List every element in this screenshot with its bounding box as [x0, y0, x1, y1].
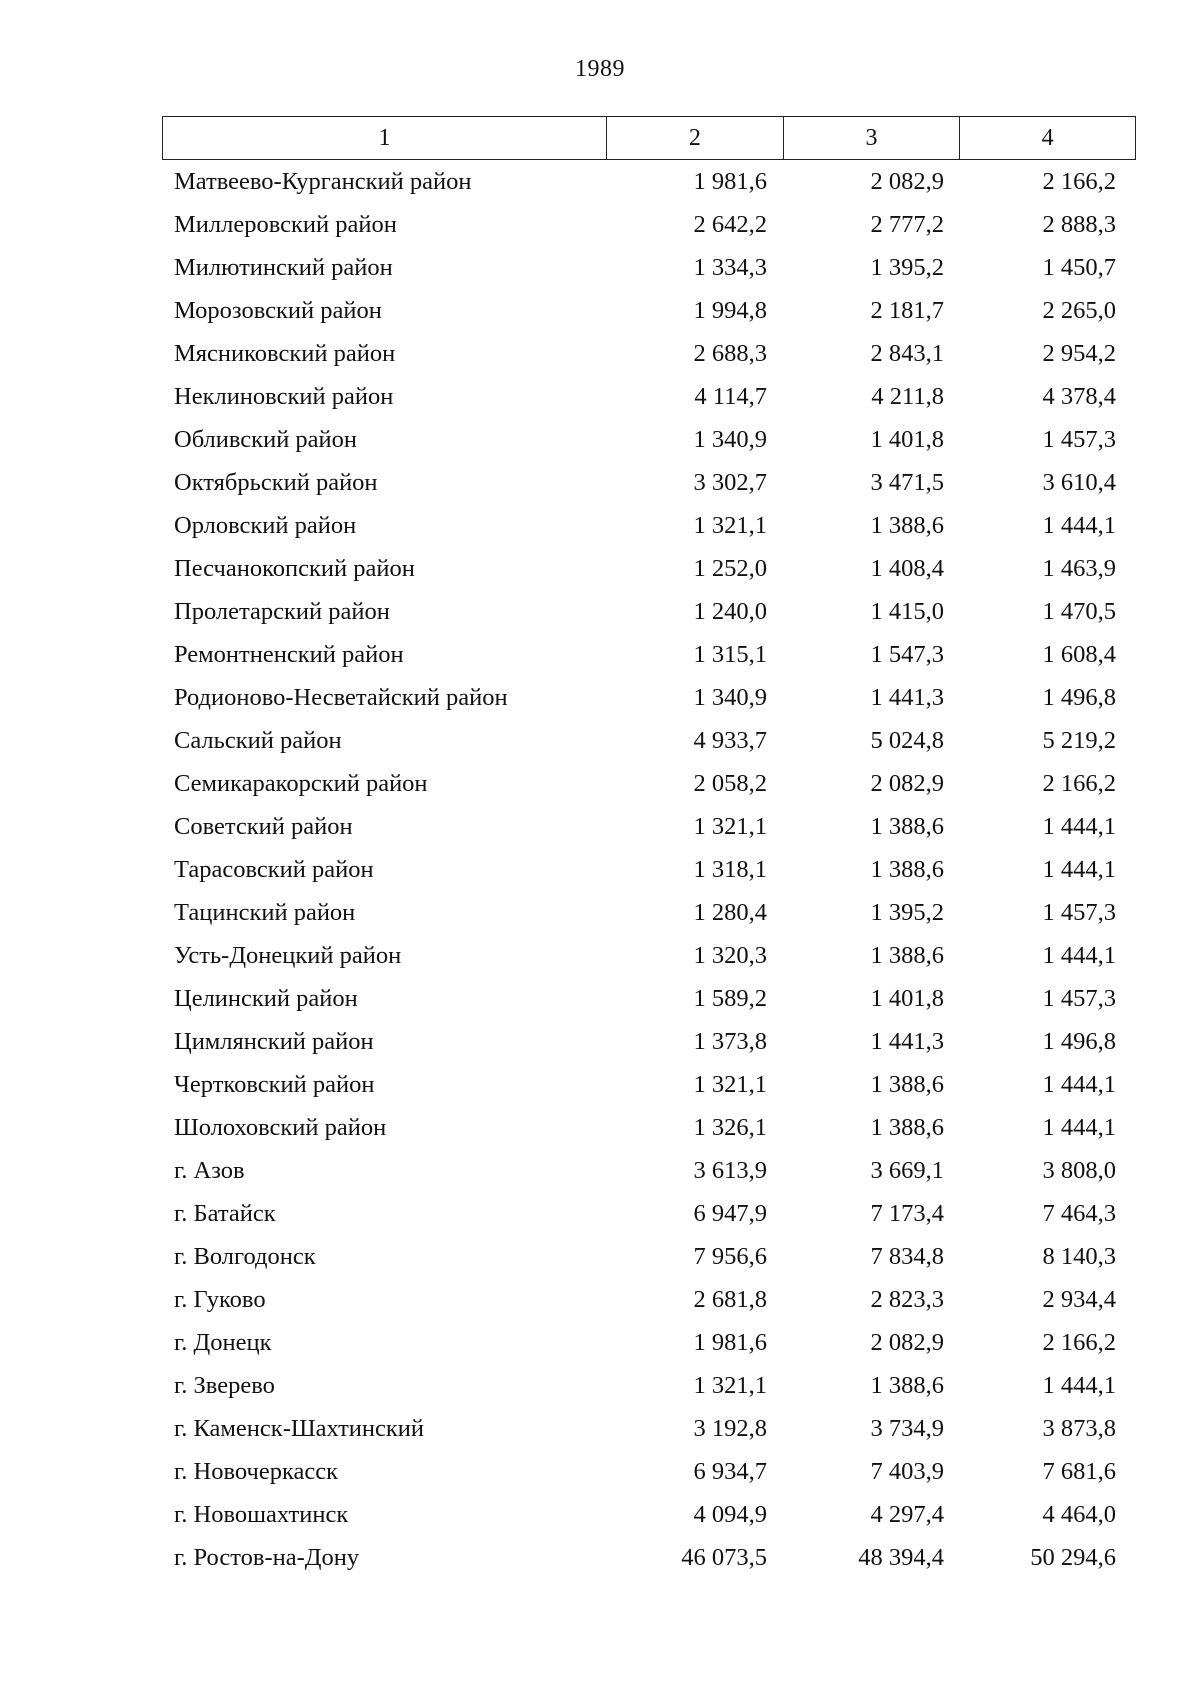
row-value-col4: 5 219,2: [1042, 726, 1116, 754]
row-value-col3: 1 395,2: [870, 253, 944, 281]
row-name-cell: Морозовский район: [174, 296, 382, 324]
row-value-col2: 46 073,5: [681, 1543, 767, 1571]
table-row: [162, 1063, 1136, 1106]
row-value-col3: 1 401,8: [870, 425, 944, 453]
row-name-cell: Чертковский район: [174, 1070, 375, 1098]
table-row: [162, 1020, 1136, 1063]
row-value-col4: 1 444,1: [1042, 855, 1116, 883]
row-value-col4: 1 444,1: [1042, 511, 1116, 539]
row-name-cell: Октябрьский район: [174, 468, 378, 496]
row-value-col2: 3 302,7: [693, 468, 767, 496]
row-value-col2: 1 318,1: [693, 855, 767, 883]
table-row: [162, 1407, 1136, 1450]
row-value-col2: 4 114,7: [694, 382, 767, 410]
row-name-cell: Цимлянский район: [174, 1027, 374, 1055]
row-value-col4: 2 166,2: [1042, 1328, 1116, 1356]
row-value-col2: 2 642,2: [693, 210, 767, 238]
row-value-col2: 3 613,9: [693, 1156, 767, 1184]
row-value-col4: 2 265,0: [1042, 296, 1116, 324]
row-value-col4: 1 463,9: [1042, 554, 1116, 582]
row-name-cell: г. Каменск-Шахтинский: [174, 1414, 425, 1442]
row-value-col4: 7 464,3: [1042, 1199, 1116, 1227]
row-value-col4: 1 496,8: [1042, 1027, 1116, 1055]
table-row: [162, 375, 1136, 418]
row-value-col3: 4 211,8: [871, 382, 944, 410]
row-value-col4: 3 873,8: [1042, 1414, 1116, 1442]
row-value-col2: 1 994,8: [693, 296, 767, 324]
row-value-col3: 2 777,2: [870, 210, 944, 238]
row-name-cell: г. Новошахтинск: [174, 1500, 349, 1528]
row-value-col4: 1 444,1: [1042, 1070, 1116, 1098]
row-value-col4: 4 378,4: [1042, 382, 1116, 410]
row-value-col3: 1 401,8: [870, 984, 944, 1012]
row-name-cell: Пролетарский район: [174, 597, 390, 625]
row-value-col4: 2 954,2: [1042, 339, 1116, 367]
table-body: [162, 160, 1136, 1579]
row-name-cell: г. Ростов-на-Дону: [174, 1543, 360, 1571]
row-name-cell: Семикаракорский район: [174, 769, 428, 797]
row-value-col2: 6 947,9: [693, 1199, 767, 1227]
row-value-col2: 7 956,6: [693, 1242, 767, 1270]
row-value-col3: 1 408,4: [870, 554, 944, 582]
row-value-col2: 1 340,9: [693, 683, 767, 711]
row-value-col2: 1 981,6: [693, 167, 767, 195]
row-value-col4: 1 444,1: [1042, 1371, 1116, 1399]
row-name-cell: Шолоховский район: [174, 1113, 387, 1141]
table-row: [162, 1192, 1136, 1235]
row-value-col4: 2 888,3: [1042, 210, 1116, 238]
row-value-col3: 4 297,4: [870, 1500, 944, 1528]
row-name-cell: Мясниковский район: [174, 339, 396, 367]
row-value-col3: 2 843,1: [870, 339, 944, 367]
row-value-col4: 3 808,0: [1042, 1156, 1116, 1184]
row-value-col3: 2 082,9: [870, 769, 944, 797]
row-name-cell: Тацинский район: [174, 898, 356, 926]
row-value-col2: 1 315,1: [693, 640, 767, 668]
row-value-col3: 1 388,6: [870, 511, 944, 539]
row-value-col3: 1 441,3: [870, 683, 944, 711]
table-row: [162, 1493, 1136, 1536]
row-value-col3: 2 082,9: [870, 1328, 944, 1356]
row-value-col3: 2 823,3: [870, 1285, 944, 1313]
row-value-col4: 50 294,6: [1030, 1543, 1116, 1571]
row-value-col3: 1 441,3: [870, 1027, 944, 1055]
row-value-col2: 2 058,2: [693, 769, 767, 797]
row-value-col2: 4 094,9: [693, 1500, 767, 1528]
row-name-cell: Неклиновский район: [174, 382, 394, 410]
row-name-cell: г. Донецк: [174, 1328, 272, 1356]
table-row: [162, 332, 1136, 375]
row-value-col4: 1 444,1: [1042, 1113, 1116, 1141]
row-value-col2: 6 934,7: [693, 1457, 767, 1485]
row-value-col4: 3 610,4: [1042, 468, 1116, 496]
row-value-col2: 1 321,1: [693, 812, 767, 840]
table-row: [162, 848, 1136, 891]
table-row: [162, 891, 1136, 934]
table-row: [162, 1321, 1136, 1364]
table-row: [162, 418, 1136, 461]
row-name-cell: г. Батайск: [174, 1199, 276, 1227]
row-value-col4: 1 444,1: [1042, 812, 1116, 840]
row-value-col2: 1 280,4: [693, 898, 767, 926]
row-value-col4: 8 140,3: [1042, 1242, 1116, 1270]
row-name-cell: Обливский район: [174, 425, 358, 453]
row-value-col2: 4 933,7: [693, 726, 767, 754]
table-header-row: [162, 116, 1136, 160]
row-value-col4: 1 450,7: [1042, 253, 1116, 281]
row-value-col4: 2 166,2: [1042, 769, 1116, 797]
row-value-col2: 3 192,8: [693, 1414, 767, 1442]
table-row: [162, 934, 1136, 977]
row-name-cell: Ремонтненский район: [174, 640, 404, 668]
row-value-col3: 2 181,7: [870, 296, 944, 324]
row-value-col3: 7 403,9: [870, 1457, 944, 1485]
column-header-4: 4: [959, 117, 1135, 159]
row-value-col3: 5 024,8: [870, 726, 944, 754]
row-name-cell: Тарасовский район: [174, 855, 374, 883]
table-row: [162, 1536, 1136, 1579]
row-value-col2: 2 681,8: [693, 1285, 767, 1313]
row-name-cell: г. Волгодонск: [174, 1242, 316, 1270]
row-value-col3: 1 388,6: [870, 941, 944, 969]
row-value-col3: 7 173,4: [870, 1199, 944, 1227]
row-name-cell: Сальский район: [174, 726, 342, 754]
row-value-col3: 1 388,6: [870, 855, 944, 883]
row-value-col2: 1 981,6: [693, 1328, 767, 1356]
table-row: [162, 805, 1136, 848]
table-row: [162, 1106, 1136, 1149]
row-value-col4: 1 457,3: [1042, 984, 1116, 1012]
page-number: 1989: [575, 56, 625, 82]
row-name-cell: Целинский район: [174, 984, 358, 1012]
table-row: [162, 246, 1136, 289]
row-value-col4: 1 457,3: [1042, 898, 1116, 926]
row-value-col4: 1 496,8: [1042, 683, 1116, 711]
table-row: [162, 633, 1136, 676]
row-value-col2: 1 321,1: [693, 1371, 767, 1399]
row-name-cell: Усть-Донецкий район: [174, 941, 402, 969]
row-name-cell: г. Гуково: [174, 1285, 266, 1313]
table-row: [162, 977, 1136, 1020]
table-row: [162, 590, 1136, 633]
table-row: [162, 1235, 1136, 1278]
table-row: [162, 160, 1136, 203]
row-value-col3: 3 471,5: [870, 468, 944, 496]
row-name-cell: Родионово-Несветайский район: [174, 683, 508, 711]
row-value-col2: 2 688,3: [693, 339, 767, 367]
table-row: [162, 461, 1136, 504]
table-row: [162, 289, 1136, 332]
row-value-col2: 1 252,0: [693, 554, 767, 582]
row-value-col3: 1 547,3: [870, 640, 944, 668]
table-row: [162, 504, 1136, 547]
row-value-col4: 2 934,4: [1042, 1285, 1116, 1313]
table-row: [162, 762, 1136, 805]
row-name-cell: Милютинский район: [174, 253, 393, 281]
table-row: [162, 1450, 1136, 1493]
table-row: [162, 676, 1136, 719]
row-name-cell: г. Зверево: [174, 1371, 275, 1399]
row-value-col4: 7 681,6: [1042, 1457, 1116, 1485]
row-value-col3: 1 395,2: [870, 898, 944, 926]
table-row: [162, 203, 1136, 246]
row-value-col4: 4 464,0: [1042, 1500, 1116, 1528]
row-value-col3: 1 415,0: [870, 597, 944, 625]
row-name-cell: г. Азов: [174, 1156, 245, 1184]
row-value-col4: 1 470,5: [1042, 597, 1116, 625]
row-value-col4: 1 457,3: [1042, 425, 1116, 453]
row-name-cell: Матвеево-Курганский район: [174, 167, 472, 195]
row-value-col2: 1 321,1: [693, 511, 767, 539]
row-value-col3: 7 834,8: [870, 1242, 944, 1270]
row-value-col2: 1 240,0: [693, 597, 767, 625]
row-value-col2: 1 320,3: [693, 941, 767, 969]
table-row: [162, 1278, 1136, 1321]
row-value-col2: 1 321,1: [693, 1070, 767, 1098]
row-value-col2: 1 340,9: [693, 425, 767, 453]
table-row: [162, 1149, 1136, 1192]
row-value-col3: 1 388,6: [870, 1113, 944, 1141]
row-value-col2: 1 326,1: [693, 1113, 767, 1141]
row-value-col4: 1 608,4: [1042, 640, 1116, 668]
row-value-col2: 1 589,2: [693, 984, 767, 1012]
data-table: [162, 116, 1136, 1579]
row-name-cell: Песчанокопский район: [174, 554, 415, 582]
row-name-cell: Советский район: [174, 812, 353, 840]
row-value-col2: 1 334,3: [693, 253, 767, 281]
row-name-cell: Миллеровский район: [174, 210, 397, 238]
row-value-col3: 3 669,1: [870, 1156, 944, 1184]
table-row: [162, 547, 1136, 590]
row-value-col4: 2 166,2: [1042, 167, 1116, 195]
table-row: [162, 719, 1136, 762]
row-name-cell: Орловский район: [174, 511, 357, 539]
column-header-3: 3: [783, 117, 960, 159]
row-value-col3: 2 082,9: [870, 167, 944, 195]
row-value-col3: 48 394,4: [858, 1543, 944, 1571]
row-value-col3: 1 388,6: [870, 1371, 944, 1399]
column-header-1: 1: [378, 124, 391, 151]
table-row: [162, 1364, 1136, 1407]
row-value-col3: 1 388,6: [870, 812, 944, 840]
column-header-2: 2: [606, 117, 783, 159]
row-value-col3: 3 734,9: [870, 1414, 944, 1442]
row-value-col2: 1 373,8: [693, 1027, 767, 1055]
row-value-col4: 1 444,1: [1042, 941, 1116, 969]
row-name-cell: г. Новочеркасск: [174, 1457, 338, 1485]
row-value-col3: 1 388,6: [870, 1070, 944, 1098]
